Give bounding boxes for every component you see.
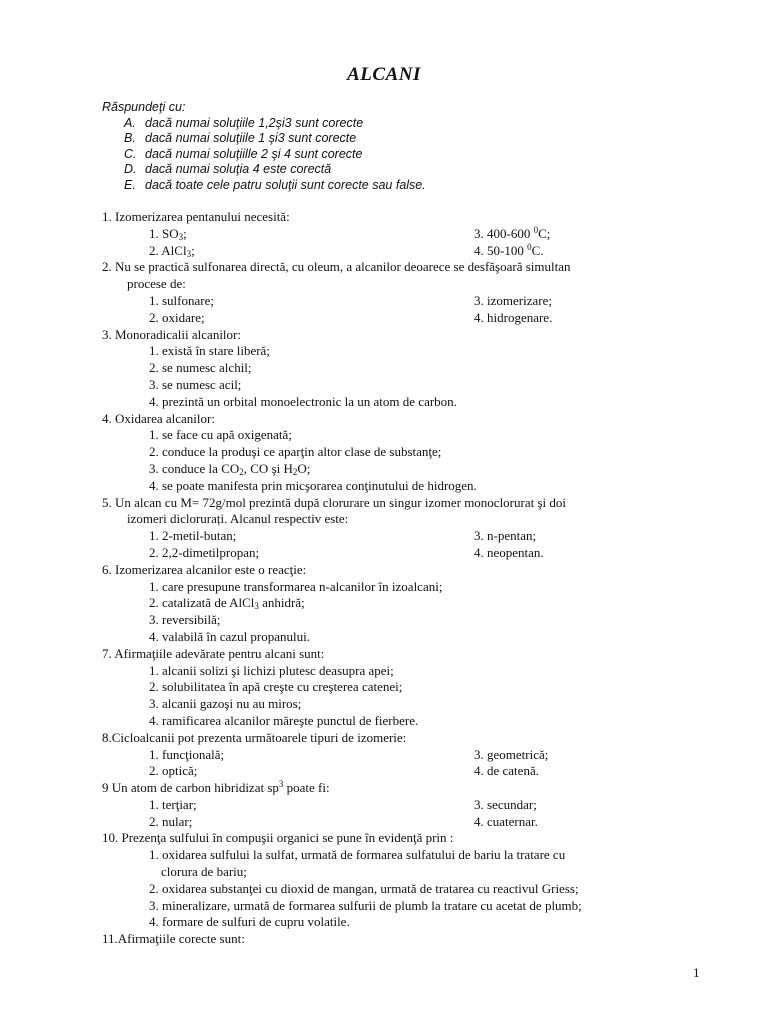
answer-option: 4. formare de sulfuri de cupru volatile. [149, 914, 350, 930]
question-text: 6. Izomerizarea alcanilor este o reacţie: [102, 561, 307, 577]
answer-option: 1. alcanii solizi şi lichizi plutesc deasupra apei; [149, 662, 394, 678]
answer-option: 2. nular; [149, 813, 193, 829]
answer-key-option: C. dacă numai soluţiille 2 şi 4 sunt corecte [124, 146, 363, 161]
question-2 [102, 259, 682, 326]
question-text: 2. Nu se practică sulfonarea directă, cu oleum, a alcanilor deoarece se desfăşoară simultan [102, 259, 571, 275]
question-1 [102, 209, 682, 259]
answer-option: 3. reversibilă; [149, 612, 221, 628]
answer-key [102, 100, 426, 193]
answer-option: 3. mineralizare, urmată de formarea sulfurii de plumb la tratare cu acetat de plumb; [149, 897, 582, 913]
question-text-continued: izomeri diclorurați. Alcanul respectiv este: [127, 511, 349, 527]
answer-option: 3. alcanii gazoşi nu au miros; [149, 696, 302, 712]
answer-option: 3. se numesc acil; [149, 376, 242, 392]
answer-option: 1. $SO_3$; [149, 225, 187, 242]
answer-option: 2. optică; [149, 763, 198, 779]
document-title: ALCANI [347, 64, 421, 85]
answer-option-continued: clorura de bariu; [161, 864, 247, 880]
answer-option: 4. neopentan. [474, 544, 544, 560]
answer-key-option: E. dacă toate cele patru soluţii sunt corecte sau false. [124, 177, 426, 192]
answer-key-heading: Răspundeţi cu: [102, 100, 186, 114]
question-text: 4. Oxidarea alcanilor: [102, 410, 215, 426]
answer-option: 4. 50-100 $^0$C. [474, 241, 544, 258]
question-text: 1. Izomerizarea pentanului necesită: [102, 209, 290, 224]
answer-option: 4. ramificarea alcanilor măreşte punctul de fierbere. [149, 712, 419, 728]
answer-option: 1. se face cu apă oxigenată; [149, 427, 292, 443]
answer-option: 2. solubilitatea în apă creşte cu creşterea catenei; [149, 679, 403, 695]
answer-option: 4. se poate manifesta prin micşorarea conţinutului de hidrogen. [149, 477, 477, 493]
answer-option: 2. AlCl$_3$; [149, 242, 195, 259]
question-4 [102, 411, 682, 495]
answer-option: 1. 2-metil-butan; [149, 528, 237, 544]
question-text: 8.Cicloalcanii pot prezenta următoarele tipuri de izomerie: [102, 729, 407, 745]
answer-option: 4. prezintă un orbital monoelectronic la un atom de carbon. [149, 393, 457, 409]
question-7 [102, 646, 682, 730]
question-9 [102, 780, 682, 830]
question-text: 7. Afirmaţiile adevărate pentru alcani sunt: [102, 645, 325, 661]
answer-option: 3. secundar; [474, 796, 537, 812]
question-text: 11.Afirmaţiile corecte sunt: [102, 931, 245, 947]
answer-option: 3. 400-600 $^0$C; [474, 224, 551, 241]
question-text: 5. Un alcan cu M= 72g/mol prezintă după clorurare un singur izomer monoclorurat şi doi [102, 494, 567, 510]
answer-key-option: A. dacă numai soluţiile 1,2şi3 sunt corecte [124, 115, 364, 130]
answer-option: 4. de catenă. [474, 763, 539, 779]
answer-option: 1. sulfonare; [149, 292, 214, 308]
answer-option: 2. 2,2-dimetilpropan; [149, 544, 260, 560]
answer-option: 3. izomerizare; [474, 292, 552, 308]
question-text: 3. Monoradicalii alcanilor: [102, 326, 241, 342]
question-text: 9 Un atom de carbon hibridizat $sp^3$ poate fi: [102, 779, 330, 796]
answer-key-option: B. dacă numai soluţiile 1 şi3 sunt corecte [124, 131, 357, 145]
answer-option: 2. conduce la produşi ce aparţin altor clase de substanţe; [149, 444, 442, 460]
answer-key-option: D. dacă numai soluţia 4 este corectă [124, 162, 332, 176]
question-11 [102, 931, 682, 948]
answer-option: 2. catalizată de AlCl$_3$ anhidră; [149, 595, 305, 612]
answer-option: 3. n-pentan; [474, 528, 537, 544]
answer-option: 4. valabilă în cazul propanului. [149, 628, 311, 644]
answer-option: 2. se numesc alchil; [149, 360, 252, 376]
answer-option: 4. cuaternar. [474, 813, 538, 829]
question-text-continued: procese de: [127, 276, 186, 292]
answer-option: 3. conduce la $CO_2$, CO şi $H_2O$; [149, 460, 311, 477]
question-6 [102, 562, 682, 646]
answer-option: 1. care presupune transformarea n-alcanilor în izoalcani; [149, 578, 443, 594]
question-8 [102, 730, 682, 780]
answer-option: 1. terţiar; [149, 796, 197, 812]
answer-option: 4. hidrogenare. [474, 309, 553, 325]
question-text: 10. Prezenţa sulfului în compuşii organici se pune în evidenţă prin : [102, 830, 454, 846]
page-number: 1 [693, 965, 700, 980]
answer-option: 1. oxidarea sulfului la sulfat, urmată de formarea sulfatului de bariu la tratare cu [149, 847, 566, 863]
answer-option: 1. există în stare liberă; [149, 343, 270, 359]
answer-option: 3. geometrică; [474, 746, 549, 762]
answer-option: 1. funcţională; [149, 746, 225, 762]
question-10 [102, 830, 682, 931]
question-5 [102, 495, 682, 562]
question-list [102, 209, 682, 948]
answer-option: 2. oxidare; [149, 309, 205, 325]
answer-option: 2. oxidarea substanţei cu dioxid de mangan, urmată de tratarea cu reactivul Griess; [149, 880, 579, 896]
question-3 [102, 327, 682, 411]
